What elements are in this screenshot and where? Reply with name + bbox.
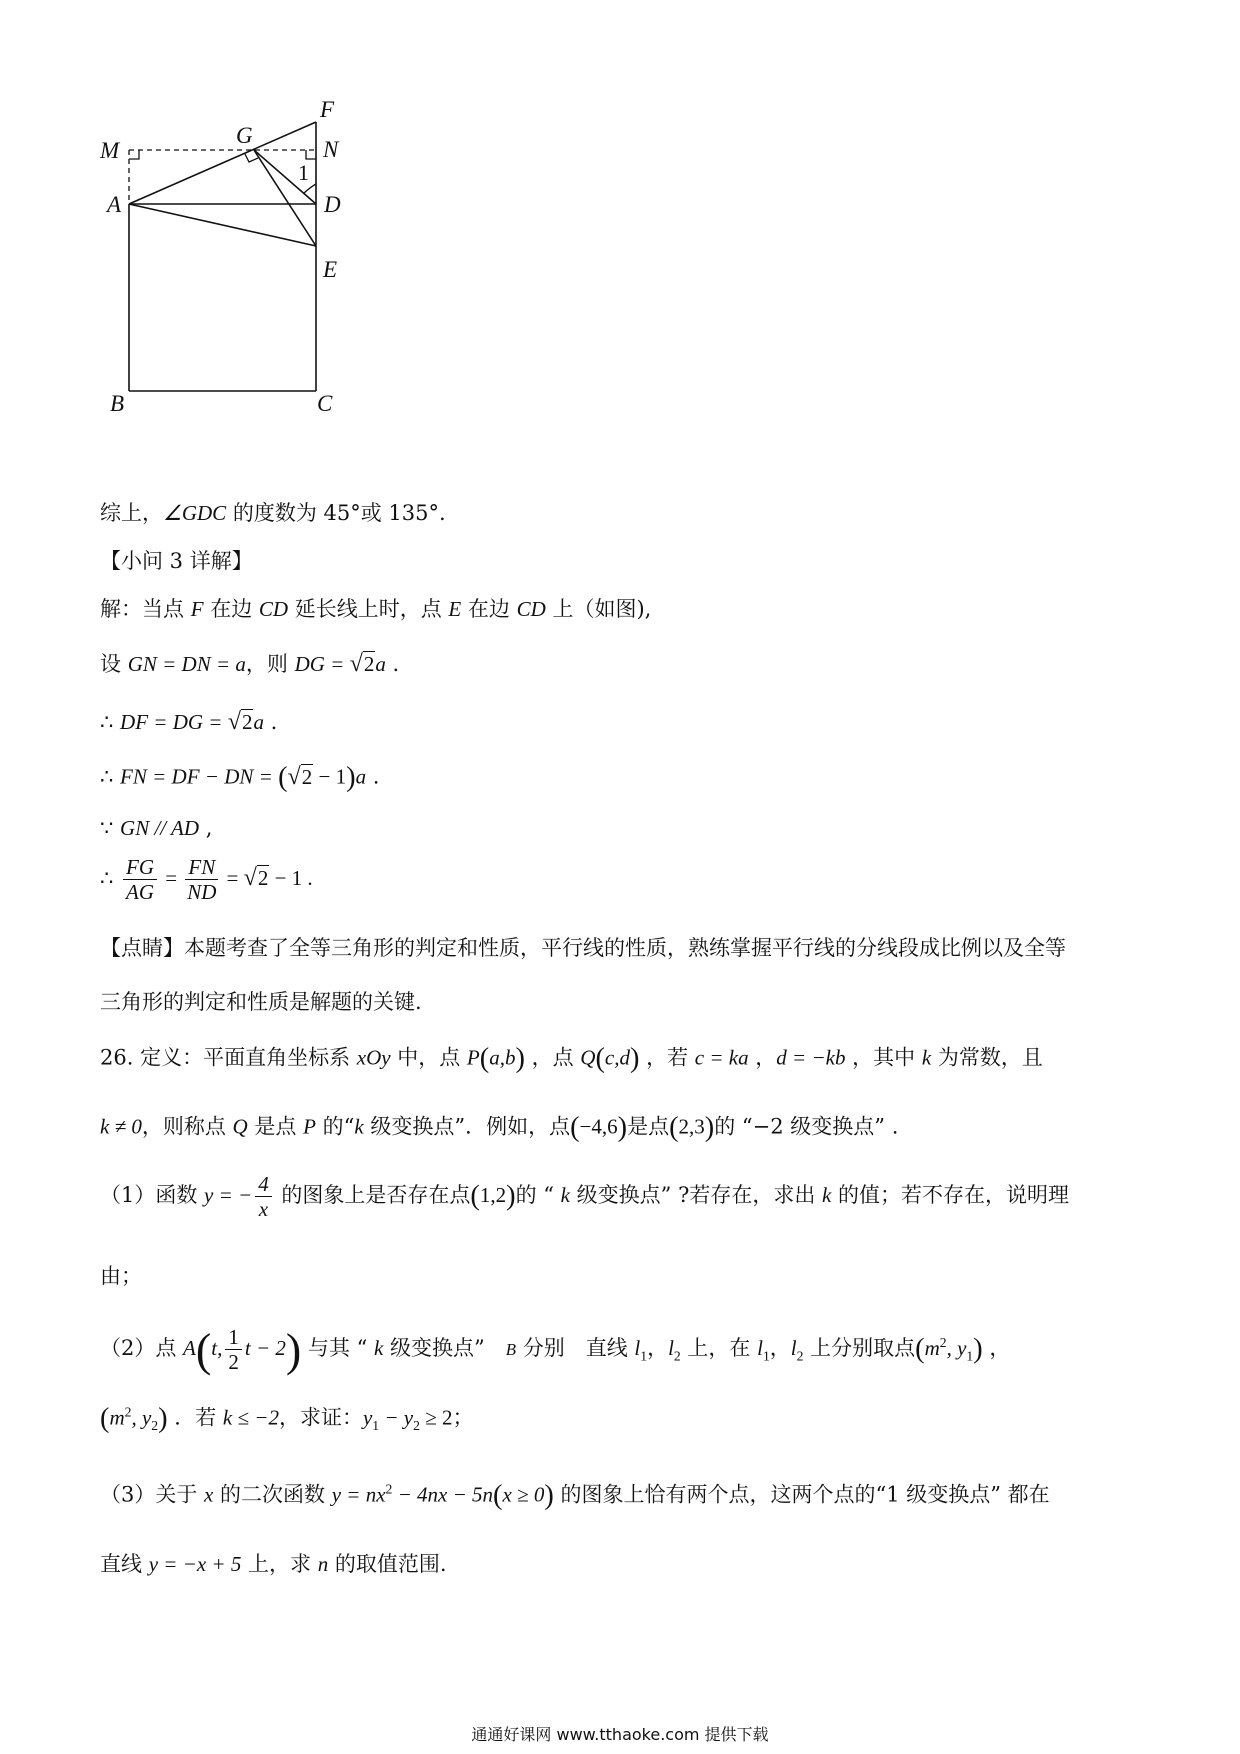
denominator: 2 bbox=[228, 1350, 239, 1375]
text: 分别 直线 bbox=[516, 1336, 635, 1361]
subscript: 2 bbox=[673, 1348, 681, 1364]
text: 综上， bbox=[100, 501, 163, 525]
var-m: m bbox=[109, 1405, 125, 1430]
text: 为常数，且 bbox=[931, 1045, 1043, 1070]
text: 级变换点” bbox=[383, 1336, 506, 1361]
text: 上，在 bbox=[680, 1336, 758, 1361]
text: 在边 bbox=[203, 597, 259, 621]
problem-26-part-2-cont: ($m^2$, $y_2$) ．若 k ≤ −2，求证：$y_1 - y_2 \ge 2$； bbox=[100, 1403, 474, 1434]
ratio-result bbox=[100, 855, 313, 904]
subscript: 2 bbox=[796, 1348, 804, 1364]
right-angle-g bbox=[245, 154, 258, 162]
expression: ≥ 2 bbox=[419, 1405, 453, 1430]
var-a: a bbox=[253, 710, 264, 734]
text: （2）点 bbox=[100, 1336, 184, 1361]
label-n: N bbox=[323, 137, 339, 162]
label-f: F bbox=[320, 97, 335, 122]
problem-26-part-3: （3）关于 x 的二次函数 $y = nx^2 - 4nx - 5n(x \ge 0)$ 的图象上恰有两个点，这两个点的“1 级变换点” 都在 bbox=[100, 1480, 1050, 1511]
var-l: l bbox=[634, 1336, 641, 1361]
text: ，则称点 bbox=[141, 1114, 233, 1139]
coords: 2,3 bbox=[678, 1114, 705, 1139]
text: 的值；若不存在，说明理 bbox=[831, 1183, 1070, 1208]
text: ．若 bbox=[167, 1405, 223, 1430]
coords: 1,2 bbox=[479, 1183, 507, 1208]
expression: − y bbox=[379, 1405, 414, 1430]
therefore-symbol: ∴ bbox=[100, 710, 121, 734]
sqrt-2: √2 bbox=[227, 708, 253, 735]
equation: GN = DN = a bbox=[127, 652, 246, 676]
numerator: FG bbox=[123, 855, 157, 880]
therefore-symbol: ∴ bbox=[100, 866, 121, 891]
angle-gdc: ∠GDC bbox=[163, 501, 227, 525]
superscript: 2 bbox=[124, 1404, 132, 1420]
text: . bbox=[366, 764, 380, 789]
text: 级变换点” ?若存在，求出 bbox=[569, 1183, 823, 1208]
text: ，其中 bbox=[845, 1045, 922, 1070]
equation: GN // AD bbox=[120, 816, 200, 840]
var-m: m bbox=[924, 1336, 940, 1361]
label-b: B bbox=[110, 391, 125, 416]
var-t: t, bbox=[211, 1336, 223, 1361]
subscript: 1 bbox=[966, 1348, 974, 1364]
text: 上分别取点 bbox=[803, 1336, 916, 1361]
var-p: P bbox=[466, 1045, 480, 1070]
text: , bbox=[199, 816, 213, 840]
df-eq-dg bbox=[100, 710, 277, 734]
text: − 1 bbox=[313, 764, 347, 789]
text: 解：当点 bbox=[100, 597, 191, 621]
solution-intro bbox=[100, 599, 651, 620]
remark-line-1: 【点睛】本题考查了全等三角形的判定和性质，平行线的性质，熟练掌握平行线的分线段成比例以及全等 bbox=[100, 936, 1066, 960]
subscript: 1 bbox=[762, 1348, 770, 1364]
var-p: P bbox=[303, 1114, 316, 1139]
text: 的“ bbox=[315, 1114, 355, 1139]
label-d: D bbox=[324, 192, 341, 217]
text: 的二次函数 bbox=[213, 1482, 332, 1507]
var-a: a bbox=[375, 652, 386, 676]
problem-26-part-1: （1）函数 y = − $\frac{4}{x}$ 的图象上是否存在点(1,2)的 “ k 级变换点” ?若存在，求出 k 的值；若不存在，说明理 bbox=[100, 1172, 1070, 1222]
text: 的 “ bbox=[515, 1183, 561, 1208]
var-y: , y bbox=[946, 1336, 967, 1361]
right-angle-m bbox=[129, 150, 139, 159]
subscript: 2 bbox=[151, 1417, 159, 1433]
subscript: 1 bbox=[372, 1417, 380, 1433]
text: ，若 bbox=[639, 1045, 695, 1070]
equation: FN = DF − DN = bbox=[120, 764, 279, 789]
denominator: x bbox=[258, 1197, 269, 1222]
right-angle-n bbox=[306, 150, 316, 159]
text: 在边 bbox=[461, 597, 517, 621]
text: 中，点 bbox=[390, 1045, 467, 1070]
expression: t − 2 bbox=[244, 1336, 286, 1361]
text: 的取值范围. bbox=[328, 1552, 447, 1576]
var-k: k bbox=[921, 1045, 932, 1070]
superscript: 2 bbox=[385, 1481, 393, 1497]
text: 上（如图), bbox=[545, 597, 652, 621]
numerator: 1 bbox=[225, 1325, 242, 1350]
angle-1-arc bbox=[304, 184, 316, 193]
radicand: 2 bbox=[241, 710, 253, 734]
superscript: 2 bbox=[939, 1335, 947, 1351]
coords: c,d bbox=[604, 1045, 630, 1070]
var-k: k bbox=[560, 1183, 570, 1208]
radicand: 2 bbox=[363, 652, 375, 676]
var-f: F bbox=[190, 597, 204, 621]
denominator: ND bbox=[187, 880, 217, 905]
page-footer: 通通好课网 www.tthaoke.com 提供下载 bbox=[471, 1725, 769, 1744]
text: 上，求 bbox=[241, 1552, 318, 1576]
text: ， bbox=[647, 1336, 669, 1361]
text: 延长线上时，点 bbox=[288, 597, 449, 621]
equation: k ≠ 0 bbox=[100, 1114, 142, 1139]
expression: − 4nx − 5n bbox=[392, 1482, 494, 1507]
problem-26-definition: 26. 定义：平面直角坐标系 xOy 中，点 P(a,b) ，点 Q(c,d) ，若 c = ka ，d = −kb ，其中 k 为常数，且 bbox=[100, 1043, 1043, 1074]
var-b: B bbox=[505, 1340, 517, 1360]
numerator: FN bbox=[185, 855, 218, 880]
fraction-one-half bbox=[225, 1325, 242, 1374]
numerator: 4 bbox=[255, 1172, 272, 1197]
equation: y = nx bbox=[331, 1482, 386, 1507]
let-gn-dn bbox=[100, 652, 399, 676]
label-c: C bbox=[317, 391, 333, 416]
var-e: E bbox=[448, 597, 462, 621]
var-l: l bbox=[790, 1336, 797, 1361]
text: 级变换点”．例如，点 bbox=[363, 1114, 571, 1139]
text: ， bbox=[982, 1336, 1011, 1361]
denominator: AG bbox=[126, 880, 155, 905]
var-cd: CD bbox=[258, 597, 289, 621]
sqrt-2: √2 bbox=[287, 762, 313, 790]
equation: c = ka bbox=[694, 1045, 749, 1070]
text: 的图象上恰有两个点，这两个点的“1 级变换点” 都在 bbox=[553, 1482, 1050, 1507]
text: 是点 bbox=[627, 1114, 670, 1139]
label-a: A bbox=[107, 192, 122, 217]
sqrt-2: √2 bbox=[243, 864, 269, 892]
equation: DF = DG = bbox=[120, 710, 228, 734]
var-y: y bbox=[362, 1405, 373, 1430]
sqrt-2: √2 bbox=[349, 650, 375, 677]
var-a-point: A bbox=[183, 1336, 196, 1361]
subscript: 2 bbox=[413, 1417, 420, 1433]
fraction-4-over-x bbox=[255, 1172, 272, 1221]
text: （1）函数 bbox=[100, 1183, 205, 1208]
gn-parallel-ad bbox=[100, 818, 212, 839]
text: 的 “−2 级变换点” . bbox=[714, 1114, 899, 1139]
var-q: Q bbox=[232, 1114, 248, 1139]
equation: y = −x + 5 bbox=[148, 1552, 242, 1576]
text: 与其 “ bbox=[301, 1336, 375, 1361]
text: ， bbox=[748, 1045, 777, 1070]
text: = bbox=[221, 866, 244, 891]
problem-26-part-1-end: 由； bbox=[100, 1264, 142, 1288]
var-l: l bbox=[668, 1336, 674, 1361]
var-xoy: xOy bbox=[356, 1045, 391, 1070]
therefore-symbol: ∴ bbox=[100, 764, 121, 789]
section-heading-q3: 【小问 3 详解】 bbox=[100, 549, 253, 573]
label-angle-1: 1 bbox=[298, 160, 309, 185]
text: 是点 bbox=[247, 1114, 304, 1139]
text: 26. 定义：平面直角坐标系 bbox=[100, 1045, 357, 1070]
segment-af bbox=[129, 122, 316, 204]
var-a: a bbox=[355, 764, 367, 789]
equation: k ≤ −2 bbox=[222, 1405, 279, 1430]
var-n: n bbox=[317, 1552, 329, 1576]
geometry-figure bbox=[90, 95, 370, 425]
conclusion-line bbox=[100, 503, 446, 524]
label-g: G bbox=[236, 123, 253, 148]
label-e: E bbox=[323, 257, 338, 282]
text: ，则 bbox=[245, 652, 295, 676]
text: 直线 bbox=[100, 1552, 149, 1576]
text: . bbox=[385, 652, 400, 676]
text: = bbox=[160, 866, 183, 891]
problem-26-definition-2: k ≠ 0，则称点 Q 是点 P 的“k 级变换点”．例如，点(−4,6)是点(2,3)的 “−2 级变换点” . bbox=[100, 1112, 899, 1143]
text: 设 bbox=[100, 652, 128, 676]
var-q: Q bbox=[580, 1045, 596, 1070]
text: . bbox=[263, 710, 278, 734]
condition: x ≥ 0 bbox=[502, 1482, 545, 1507]
var-k: k bbox=[822, 1183, 832, 1208]
coords: a,b bbox=[489, 1045, 516, 1070]
problem-26-part-3-cont bbox=[100, 1554, 447, 1575]
var-x: x bbox=[204, 1482, 214, 1507]
subscript: 1 bbox=[640, 1348, 648, 1364]
text: ，求证： bbox=[278, 1405, 363, 1430]
coords: −4,6 bbox=[579, 1114, 618, 1139]
text: − 1 . bbox=[269, 866, 313, 891]
text: 的图象上是否存在点 bbox=[274, 1183, 471, 1208]
var-l: l bbox=[757, 1336, 763, 1361]
var-k: k bbox=[354, 1114, 364, 1139]
text: ，点 bbox=[524, 1045, 581, 1070]
remark-line-2: 三角形的判定和性质是解题的关键. bbox=[100, 990, 422, 1014]
text: 的度数为 45°或 135°. bbox=[226, 501, 446, 525]
var-y: , y bbox=[131, 1405, 152, 1430]
segment-ae bbox=[129, 204, 316, 246]
fraction-fg-ag bbox=[123, 855, 157, 904]
var-k: k bbox=[374, 1336, 384, 1361]
label-m: M bbox=[100, 138, 120, 163]
problem-26-part-2: （2）点 A(t, $\frac{1}{2}$ t − 2) 与其 “ k 级变换点” B 分别 直线 $l_1$，$l_2$ 上，在 $l_1$，$l_2$ 上分别取点($m^2$, $y_1$) ， bbox=[100, 1324, 1011, 1376]
radicand: 2 bbox=[257, 866, 269, 891]
equation: d = −kb bbox=[776, 1045, 846, 1070]
equation: DG = bbox=[294, 652, 350, 676]
because-symbol: ∵ bbox=[100, 816, 121, 840]
var-cd: CD bbox=[516, 597, 546, 621]
equation: y = − bbox=[204, 1183, 253, 1208]
text: （3）关于 bbox=[100, 1482, 205, 1507]
fn-eq: ∴ FN = DF − DN = (√2 − 1)a . bbox=[100, 762, 380, 793]
fraction-fn-nd bbox=[185, 855, 218, 904]
radicand: 2 bbox=[301, 764, 313, 789]
text: ， bbox=[769, 1336, 791, 1361]
text: ； bbox=[452, 1405, 474, 1430]
